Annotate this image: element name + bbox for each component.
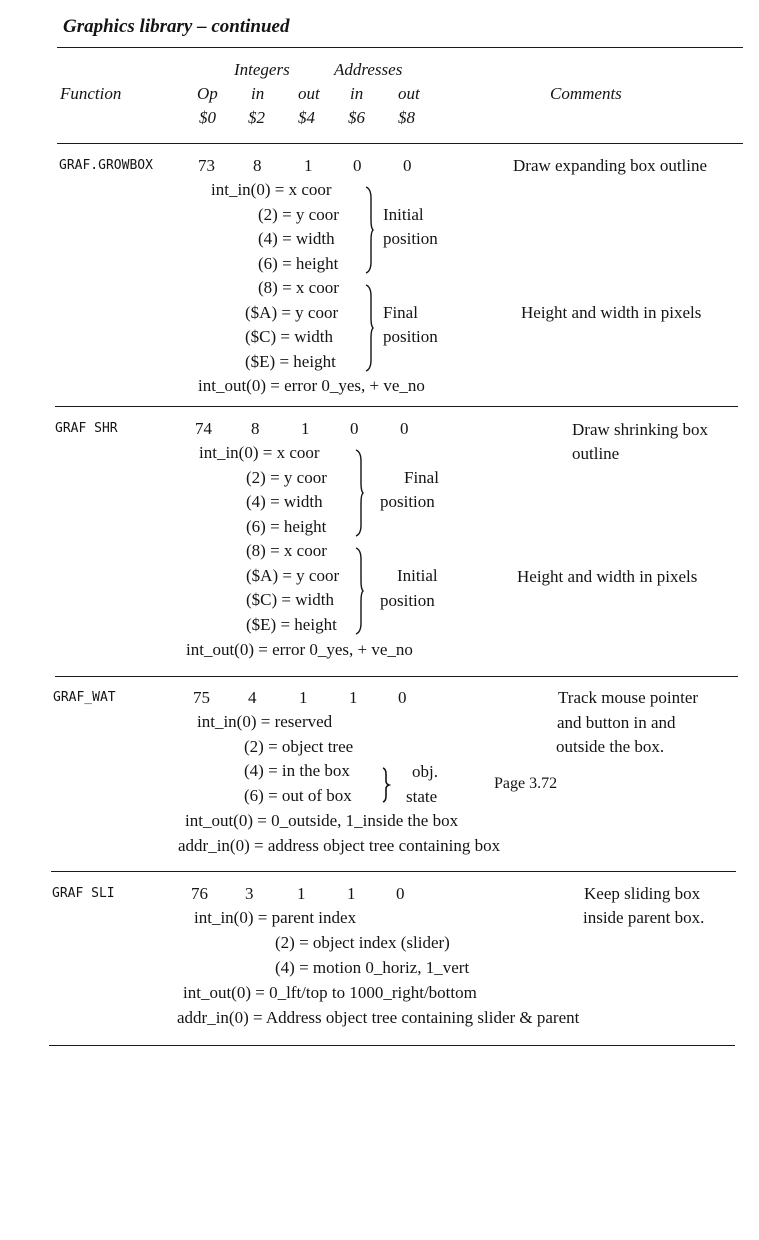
addr-in-count: 1 [349, 688, 358, 707]
int-in-count: 3 [245, 884, 254, 903]
comment: Track mouse pointer [558, 688, 699, 707]
addr-out-count: 0 [400, 419, 409, 438]
header-rule [57, 143, 743, 144]
comment: outline [572, 444, 620, 463]
addr-in-count: 0 [353, 156, 362, 175]
param-line: (2) = y coor [258, 205, 339, 224]
int-out-count: 1 [299, 688, 308, 707]
header-function: Function [60, 84, 122, 103]
addr-in-count: 1 [347, 884, 356, 903]
param-line: (4) = width [258, 229, 335, 248]
int-in-count: 4 [248, 688, 257, 707]
param-line: (2) = object index (slider) [275, 933, 450, 952]
comment: Draw expanding box outline [513, 156, 708, 175]
param-line: (4) = width [246, 492, 323, 511]
int-in-count: 8 [251, 419, 260, 438]
group-label: Final [383, 303, 418, 322]
int-out-count: 1 [304, 156, 313, 175]
header-reg-int-out: $4 [298, 108, 315, 127]
header-op: Op [197, 84, 218, 103]
header-addr-out: out [398, 84, 420, 103]
comment-note: Height and width in pixels [521, 303, 702, 322]
page-title: Graphics library – continued [63, 16, 290, 37]
group-label: position [380, 492, 435, 511]
group-label: Initial [383, 205, 424, 224]
group-label: state [406, 787, 438, 806]
comment-note: Height and width in pixels [517, 567, 698, 586]
param-line: (8) = x coor [246, 541, 327, 560]
page-reference: Page 3.72 [494, 775, 558, 792]
param-line: ($C) = width [245, 327, 333, 346]
group-label: position [383, 229, 438, 248]
addr-out-count: 0 [396, 884, 405, 903]
addr-out-count: 0 [398, 688, 407, 707]
opcode: 74 [195, 419, 212, 438]
param-line: int_out(0) = 0_lft/top to 1000_right/bottom [183, 983, 477, 1002]
param-line: (4) = motion 0_horiz, 1_vert [275, 958, 470, 977]
section-rule [51, 871, 736, 872]
section-rule [55, 406, 738, 407]
opcode: 73 [198, 156, 215, 175]
param-line: (6) = height [258, 254, 339, 273]
param-line: int_out(0) = error 0_yes, + ve_no [198, 376, 425, 395]
param-line: (2) = object tree [244, 737, 354, 756]
group-label: obj. [412, 762, 438, 781]
header-comments: Comments [550, 84, 622, 103]
comment: and button in and [557, 713, 676, 732]
param-line: (6) = height [246, 517, 327, 536]
function-name: GRAF.GROWBOX [59, 158, 153, 173]
header-int-out: out [298, 84, 320, 103]
param-line: (2) = y coor [246, 468, 327, 487]
comment: Keep sliding box [584, 884, 701, 903]
comment: outside the box. [556, 737, 665, 756]
function-name: GRAF_WAT [53, 690, 116, 705]
param-line: (8) = x coor [258, 278, 339, 297]
param-line: ($E) = height [245, 352, 336, 371]
section-rule [55, 676, 738, 677]
header-addr-in: in [350, 84, 364, 103]
function-name: GRAF SHR [55, 421, 118, 436]
header-int-in: in [251, 84, 265, 103]
param-line: int_out(0) = 0_outside, 1_inside the box [185, 811, 459, 830]
group-label: Initial [397, 566, 438, 585]
addr-out-count: 0 [403, 156, 412, 175]
opcode: 76 [191, 884, 208, 903]
group-label: position [383, 327, 438, 346]
param-line: int_in(0) = x coor [199, 443, 320, 462]
brace-icon [354, 449, 364, 537]
opcode: 75 [193, 688, 210, 707]
header-reg-addr-out: $8 [398, 108, 415, 127]
title-rule [57, 47, 743, 48]
header-reg-op: $0 [199, 108, 216, 127]
brace-icon [381, 767, 391, 803]
param-line: ($C) = width [246, 590, 334, 609]
int-out-count: 1 [297, 884, 306, 903]
header-reg-addr-in: $6 [348, 108, 365, 127]
brace-icon [354, 547, 364, 635]
param-line: int_in(0) = x coor [211, 180, 332, 199]
param-line: addr_in(0) = Address object tree containing slider & parent [177, 1008, 580, 1027]
comment: Draw shrinking box [572, 420, 708, 439]
header-integers: Integers [234, 60, 290, 79]
header-reg-int-in: $2 [248, 108, 265, 127]
brace-icon [364, 186, 374, 274]
section-rule [49, 1045, 735, 1046]
function-name: GRAF SLI [52, 886, 115, 901]
param-line: ($A) = y coor [246, 566, 340, 585]
param-line: (4) = in the box [244, 761, 350, 780]
param-line: int_in(0) = reserved [197, 712, 333, 731]
brace-icon [364, 284, 374, 372]
int-out-count: 1 [301, 419, 310, 438]
group-label: position [380, 591, 435, 610]
addr-in-count: 0 [350, 419, 359, 438]
header-addresses: Addresses [334, 60, 403, 79]
param-line: addr_in(0) = address object tree containing box [178, 836, 501, 855]
param-line: (6) = out of box [244, 786, 352, 805]
param-line: int_in(0) = parent index [194, 908, 357, 927]
group-label: Final [404, 468, 439, 487]
comment: inside parent box. [583, 908, 705, 927]
param-line: ($A) = y coor [245, 303, 339, 322]
param-line: ($E) = height [246, 615, 337, 634]
int-in-count: 8 [253, 156, 262, 175]
param-line: int_out(0) = error 0_yes, + ve_no [186, 640, 413, 659]
